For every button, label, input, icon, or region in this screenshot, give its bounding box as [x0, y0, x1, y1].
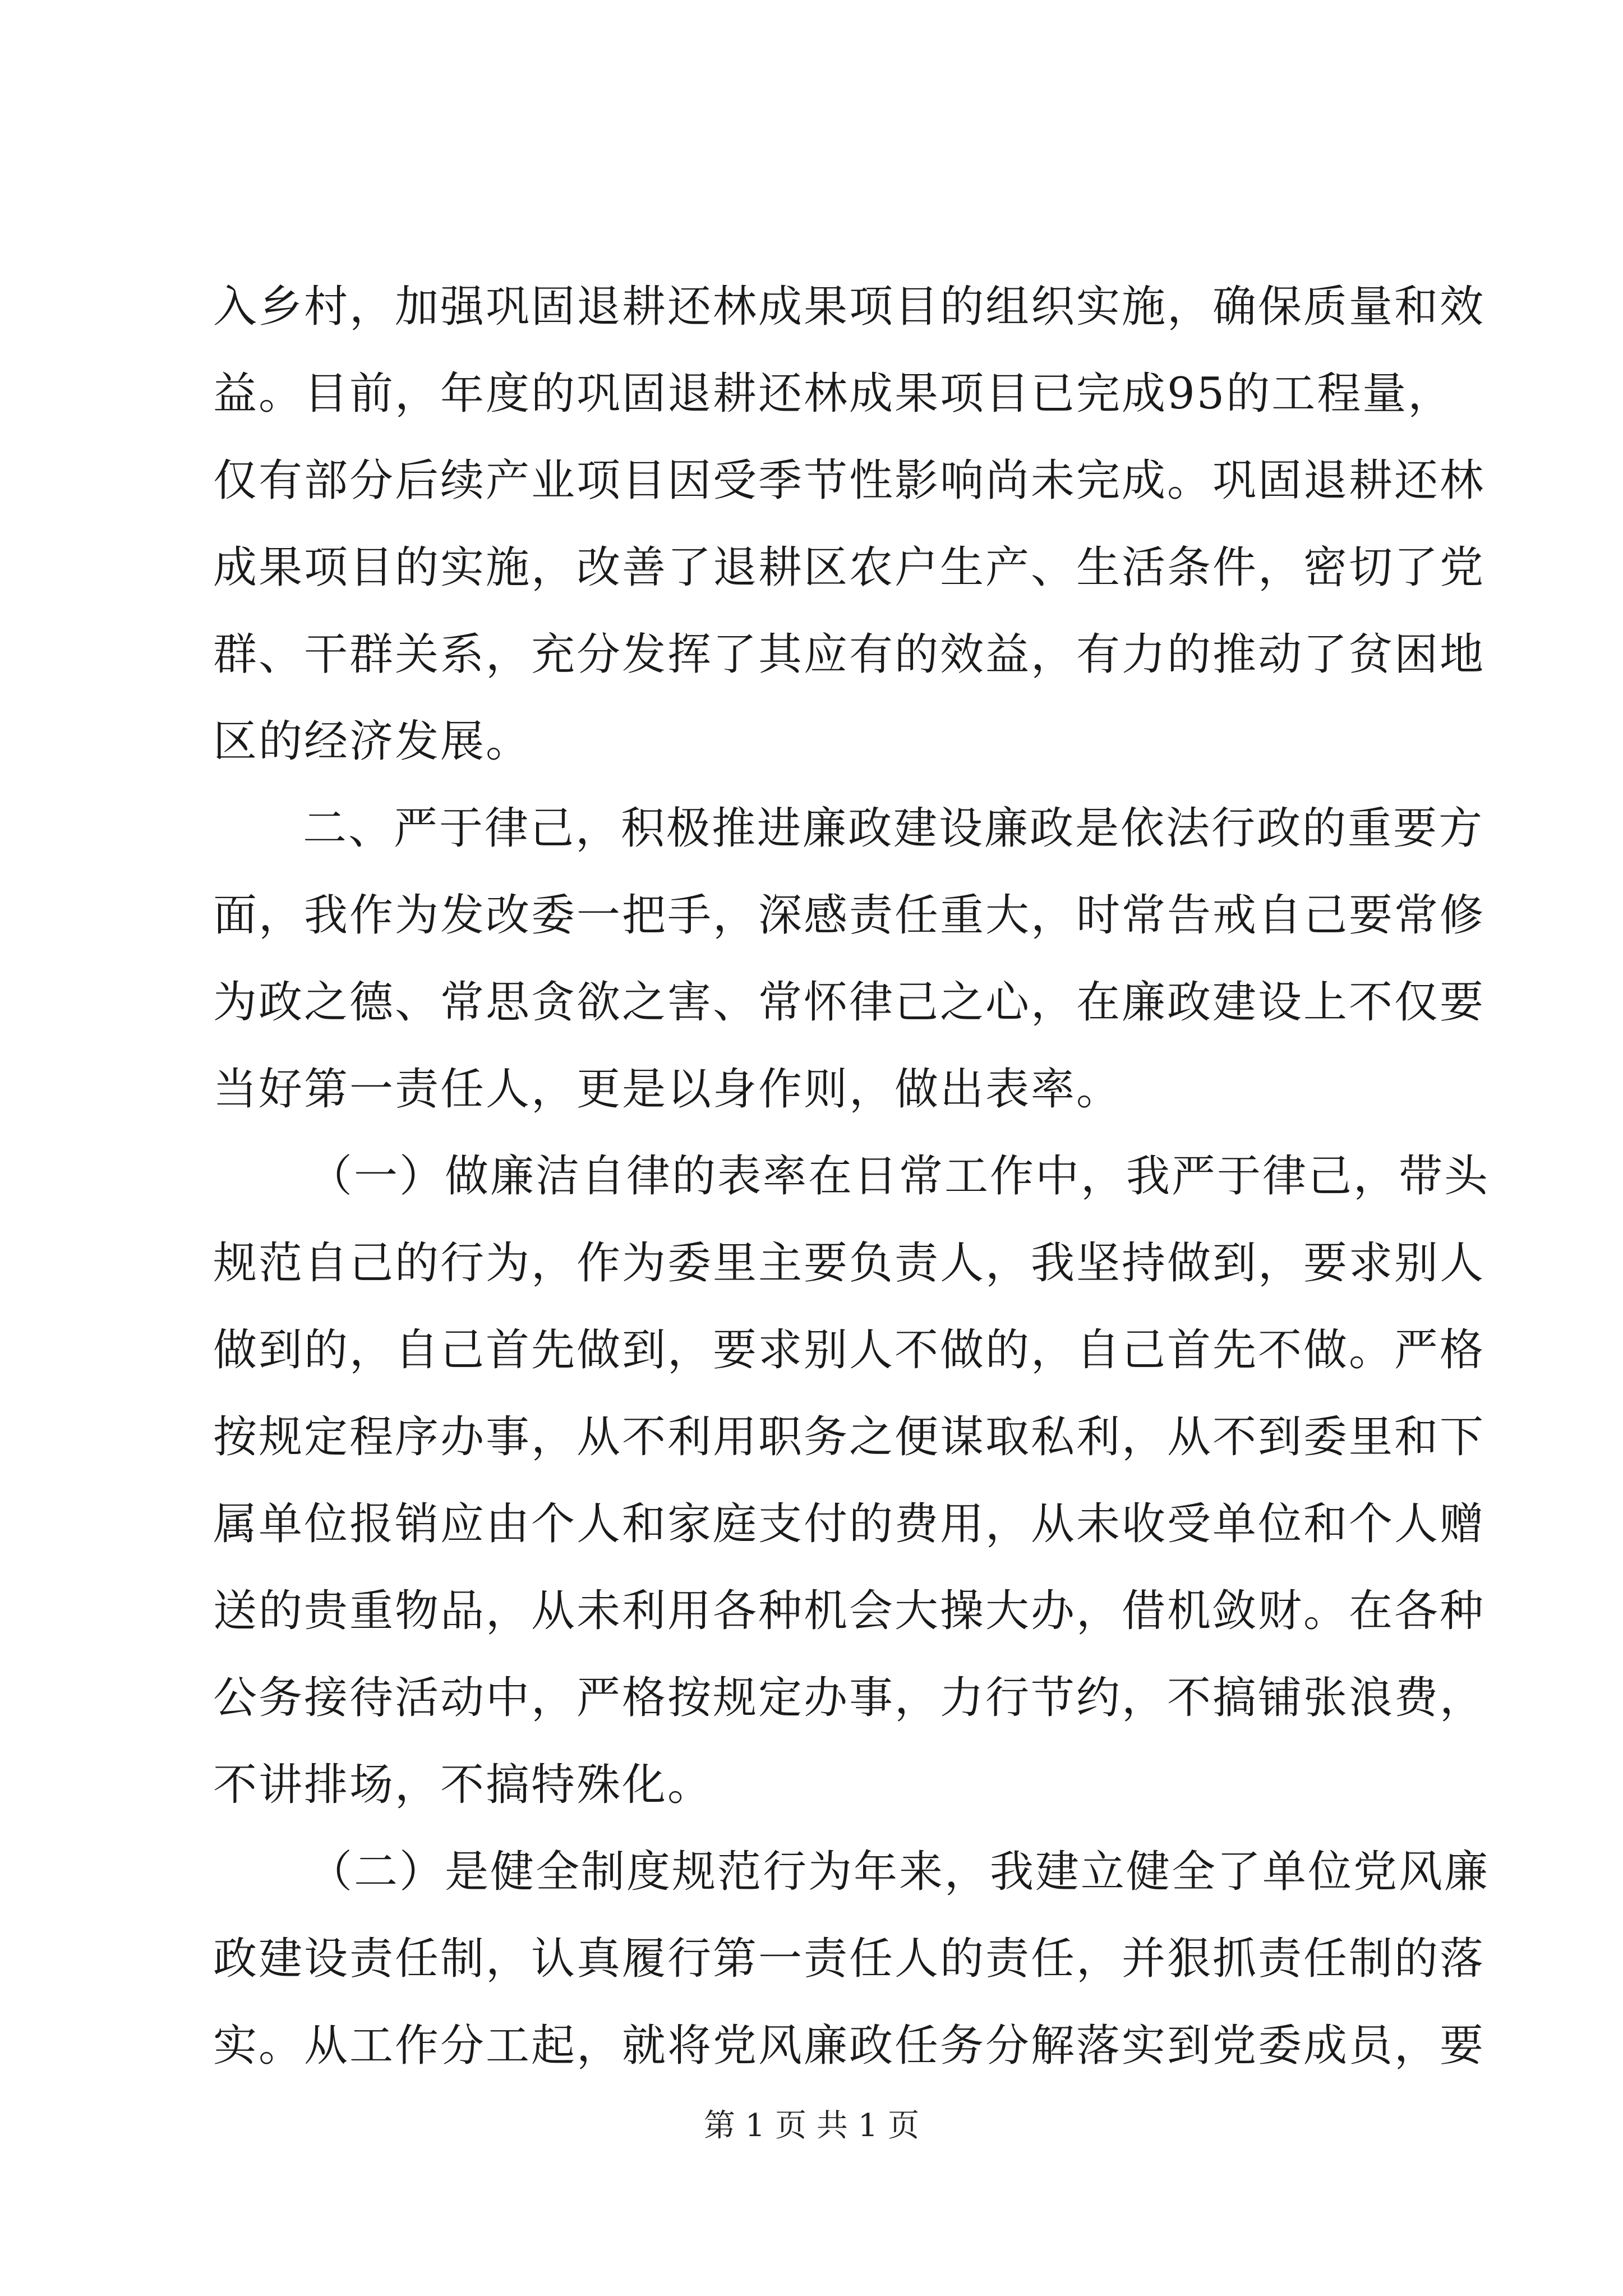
paragraph-line: 入乡村，加强巩固退耕还林成果项目的组织实施，确保质量和效 [213, 282, 1486, 332]
paragraph-line: （二）是健全制度规范行为年来，我建立健全了单位党风廉 [308, 1847, 1490, 1897]
paragraph-line: 送的贵重物品，从未利用各种机会大操大办，借机敛财。在各种 [213, 1586, 1486, 1636]
paragraph-line: 当好第一责任人，更是以身作则，做出表率。 [213, 1064, 1122, 1115]
page-footer: 第 1 页 共 1 页 [703, 2108, 920, 2144]
paragraph-line: 仅有部分后续产业项目因受季节性影响尚未完成。巩固退耕还林 [213, 455, 1486, 506]
paragraph-line: 规范自己的行为，作为委里主要负责人，我坚持做到，要求别人 [213, 1238, 1486, 1289]
paragraph-line: 属单位报销应由个人和家庭支付的费用，从未收受单位和个人赠 [213, 1499, 1486, 1549]
paragraph-line: 做到的，自己首先做到，要求别人不做的，自己首先不做。严格 [213, 1325, 1486, 1375]
paragraph-line: 成果项目的实施，改善了退耕区农户生产、生活条件，密切了党 [213, 542, 1486, 593]
paragraph-line: 公务接待活动中，严格按规定办事，力行节约，不搞铺张浪费， [213, 1673, 1486, 1723]
paragraph-line: 面，我作为发改委一把手，深感责任重大，时常告戒自己要常修 [213, 890, 1486, 941]
paragraph-line: 区的经济发展。 [213, 716, 532, 767]
paragraph-line: 政建设责任制，认真履行第一责任人的责任，并狠抓责任制的落 [213, 1934, 1486, 1984]
paragraph-line: 实。从工作分工起，就将党风廉政任务分解落实到党委成员，要 [213, 2021, 1486, 2071]
paragraph-line: 群、干群关系，充分发挥了其应有的效益，有力的推动了贫困地 [213, 629, 1486, 680]
paragraph-line: （一）做廉洁自律的表率在日常工作中，我严于律己，带头 [308, 1151, 1490, 1202]
document-body [213, 264, 1490, 2090]
paragraph-line: 按规定程序办事，从不利用职务之便谋取私利，从不到委里和下 [213, 1412, 1486, 1462]
paragraph-line: 益。目前，年度的巩固退耕还林成果项目已完成95的工程量， [213, 369, 1454, 419]
paragraph-line: 二、严于律己，积极推进廉政建设廉政是依法行政的重要方 [303, 803, 1484, 854]
paragraph-line: 为政之德、常思贪欲之害、常怀律己之心，在廉政建设上不仅要 [213, 977, 1486, 1028]
paragraph-line: 不讲排场，不搞特殊化。 [213, 1760, 713, 1810]
